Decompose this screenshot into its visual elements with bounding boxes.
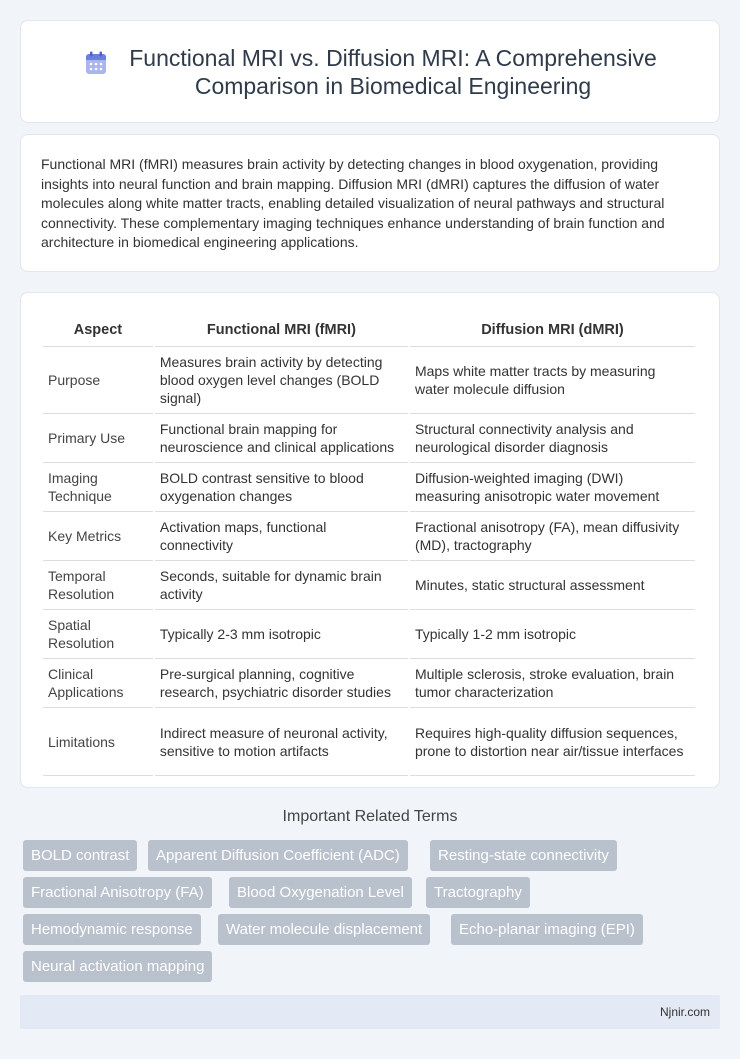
row-aspect: Purpose	[43, 347, 153, 414]
tag-water-displacement[interactable]: Water molecule displacement	[218, 914, 430, 945]
related-terms-title: Important Related Terms	[282, 808, 458, 825]
row-aspect: Imaging Technique	[43, 463, 153, 512]
footer-site[interactable]: Njnir.com	[659, 1005, 710, 1019]
table-row	[43, 347, 695, 414]
table-row	[43, 561, 695, 610]
tag-neural-activation[interactable]: Neural activation mapping	[23, 951, 212, 982]
page-title	[129, 44, 657, 100]
document-icon	[83, 50, 109, 76]
header-card	[20, 20, 720, 123]
tag-resting-state[interactable]: Resting-state connectivity	[430, 840, 617, 871]
header-dmri: Diffusion MRI (dMRI)	[410, 313, 695, 347]
row-fmri: Indirect measure of neuronal activity, sensitive to motion artifacts	[155, 708, 408, 776]
row-fmri: Measures brain activity by detecting blood oxygen level changes (BOLD signal)	[155, 347, 408, 414]
row-aspect: Clinical Applications	[43, 659, 153, 708]
row-aspect: Primary Use	[43, 414, 153, 463]
row-fmri: Activation maps, functional connectivity	[155, 512, 408, 561]
tag-tractography[interactable]: Tractography	[426, 877, 530, 908]
header-fmri: Functional MRI (fMRI)	[155, 313, 408, 347]
comparison-table	[41, 313, 697, 776]
row-fmri: Functional brain mapping for neuroscience and clinical applications	[155, 414, 408, 463]
tag-adc[interactable]: Apparent Diffusion Coefficient (ADC)	[148, 840, 408, 871]
row-fmri: Pre-surgical planning, cognitive research, psychiatric disorder studies	[155, 659, 408, 708]
table-row	[43, 512, 695, 561]
page-title-line1: Functional MRI vs. Diffusion MRI: A Comprehensive	[129, 44, 657, 71]
intro-text: Functional MRI (fMRI) measures brain activity by detecting changes in blood oxygenation, providing insights into neural function and brain mapping. Diffusion MRI (dMRI) captures the diffusion of water molecules along white matter tracts, enabling detailed visualization of neural pathways and structural connectivity. These complementary imaging techniques enhance understanding of brain function and architecture in biomedical engineering applications.	[41, 156, 665, 250]
table-row	[43, 414, 695, 463]
tag-fa[interactable]: Fractional Anisotropy (FA)	[23, 877, 212, 908]
intro-card	[20, 134, 720, 272]
footer	[20, 995, 720, 1029]
row-fmri: Seconds, suitable for dynamic brain activity	[155, 561, 408, 610]
tag-blood-oxygenation[interactable]: Blood Oxygenation Level	[229, 877, 412, 908]
row-aspect: Temporal Resolution	[43, 561, 153, 610]
row-dmri: Maps white matter tracts by measuring water molecule diffusion	[410, 347, 695, 414]
row-dmri: Minutes, static structural assessment	[410, 561, 695, 610]
tag-hemodynamic[interactable]: Hemodynamic response	[23, 914, 201, 945]
row-dmri: Multiple sclerosis, stroke evaluation, brain tumor characterization	[410, 659, 695, 708]
comparison-table-card	[20, 292, 720, 788]
row-dmri: Typically 1-2 mm isotropic	[410, 610, 695, 659]
page-title-line2: Comparison in Biomedical Engineering	[194, 72, 592, 99]
row-dmri: Requires high-quality diffusion sequences, prone to distortion near air/tissue interfaces	[410, 708, 695, 776]
row-dmri: Fractional anisotropy (FA), mean diffusivity (MD), tractography	[410, 512, 695, 561]
row-aspect: Key Metrics	[43, 512, 153, 561]
table-row	[43, 463, 695, 512]
row-fmri: Typically 2-3 mm isotropic	[155, 610, 408, 659]
row-aspect: Limitations	[43, 708, 153, 776]
tag-epi[interactable]: Echo-planar imaging (EPI)	[451, 914, 643, 945]
row-aspect: Spatial Resolution	[43, 610, 153, 659]
table-row	[43, 708, 695, 776]
header-aspect: Aspect	[43, 313, 153, 347]
table-row	[43, 610, 695, 659]
tag-bold-contrast[interactable]: BOLD contrast	[23, 840, 137, 871]
row-dmri: Structural connectivity analysis and neurological disorder diagnosis	[410, 414, 695, 463]
table-row	[43, 659, 695, 708]
table-header-row	[43, 313, 695, 347]
row-fmri: BOLD contrast sensitive to blood oxygenation changes	[155, 463, 408, 512]
row-dmri: Diffusion-weighted imaging (DWI) measuring anisotropic water movement	[410, 463, 695, 512]
